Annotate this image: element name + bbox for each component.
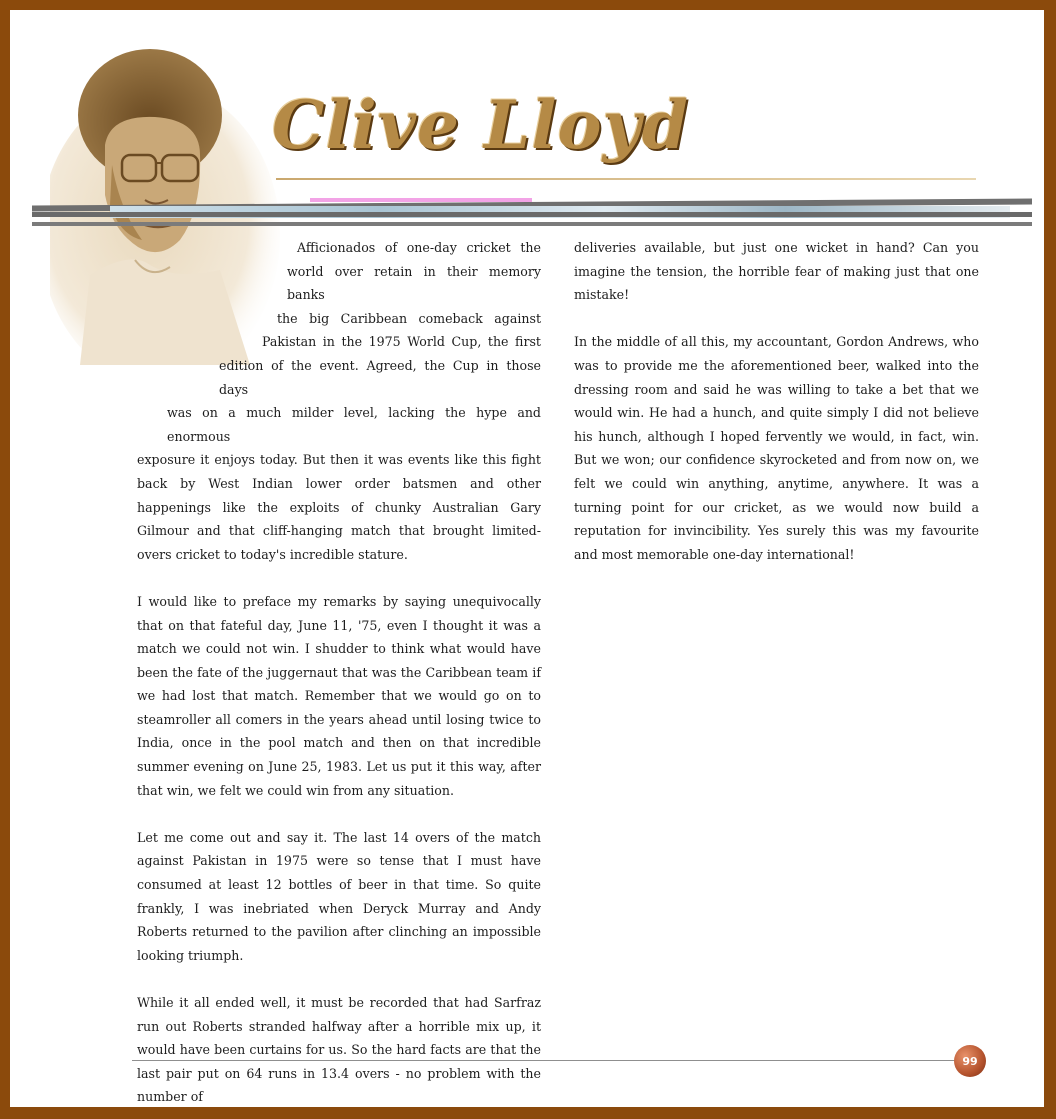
page [10,10,1044,1107]
decorative-band-lower [32,222,1032,226]
body-paragraph: deliveries available, but just one wicket in hand? Can you imagine the tension, the horrible fear of making just that one mistake! [574,240,979,303]
page-title: Clive Lloyd [272,86,689,164]
decorative-accent [310,198,532,202]
intro-line: the big Caribbean comeback against [277,310,541,326]
right-column [574,236,979,590]
title-underline [276,178,976,180]
body-paragraph: Let me come out and say it. The last 14 overs of the match against Pakistan in 1975 were so tense that I must have consumed at least 12 bottles of beer in that time. So quite frankly, I was inebriated when Deryck Murray and Andy Roberts returned to the pavilion after clinching an impossible looking triumph. [137,829,541,963]
body-paragraph: In the middle of all this, my accountant, Gordon Andrews, who was to provide me the aforementioned beer, walked into the dressing room and said he was willing to take a bet that we would win. He had a hunch, and quite simply I did not believe his hunch, although I hoped fervently we would, in fact, win. But we won; our confidence skyrocketed and from now on, we felt we could win anything, anytime, anywhere. It was a turning point for our cricket, as we would now build a reputation for invincibility. Yes surely this was my favourite and most memorable one-day international! [574,334,979,562]
body-paragraph: While it all ended well, it must be recorded that had Sarfraz run out Roberts stranded halfway after a horrible mix up, it would have been curtains for us. So the hard facts are that the last pair put on 64 runs in 13.4 overs - no problem with the number of [137,995,541,1105]
body-paragraph: I would like to preface my remarks by saying unequivocally that on that fateful day, June 11, '75, even I thought it was a match we could not win. I shudder to think what would have been the fate of the juggernaut that was the Caribbean team if we had lost that match. Remember that we would go on to steamroller all comers in the years ahead until losing twice to India, once in the pool match and then on that incredible summer evening on June 25, 1983. Let us put it this way, after that win, we felt we could win from any situation. [137,593,541,798]
page-number-badge: 99 [954,1045,986,1077]
left-column [137,236,541,1107]
intro-rest: exposure it enjoys today. But then it was events like this fight back by West Indian lower order batsmen and other happenings like the exploits of chunky Australian Gary Gilmour and that cliff-hanging match that brought limited-overs cricket to today's incredible stature. [137,452,541,562]
intro-line: Afficionados of one-day cricket the [297,240,541,255]
intro-line: was on a much milder level, lacking the hype and enormous [167,405,541,444]
intro-line: Pakistan in the 1975 World Cup, the first [262,334,541,350]
decorative-band-front [32,212,1032,217]
intro-line: edition of the event. Agreed, the Cup in those days [219,357,541,397]
intro-line: world over retain in their memory banks [287,263,541,303]
intro-paragraph [137,236,541,566]
footer-rule [132,1060,962,1061]
